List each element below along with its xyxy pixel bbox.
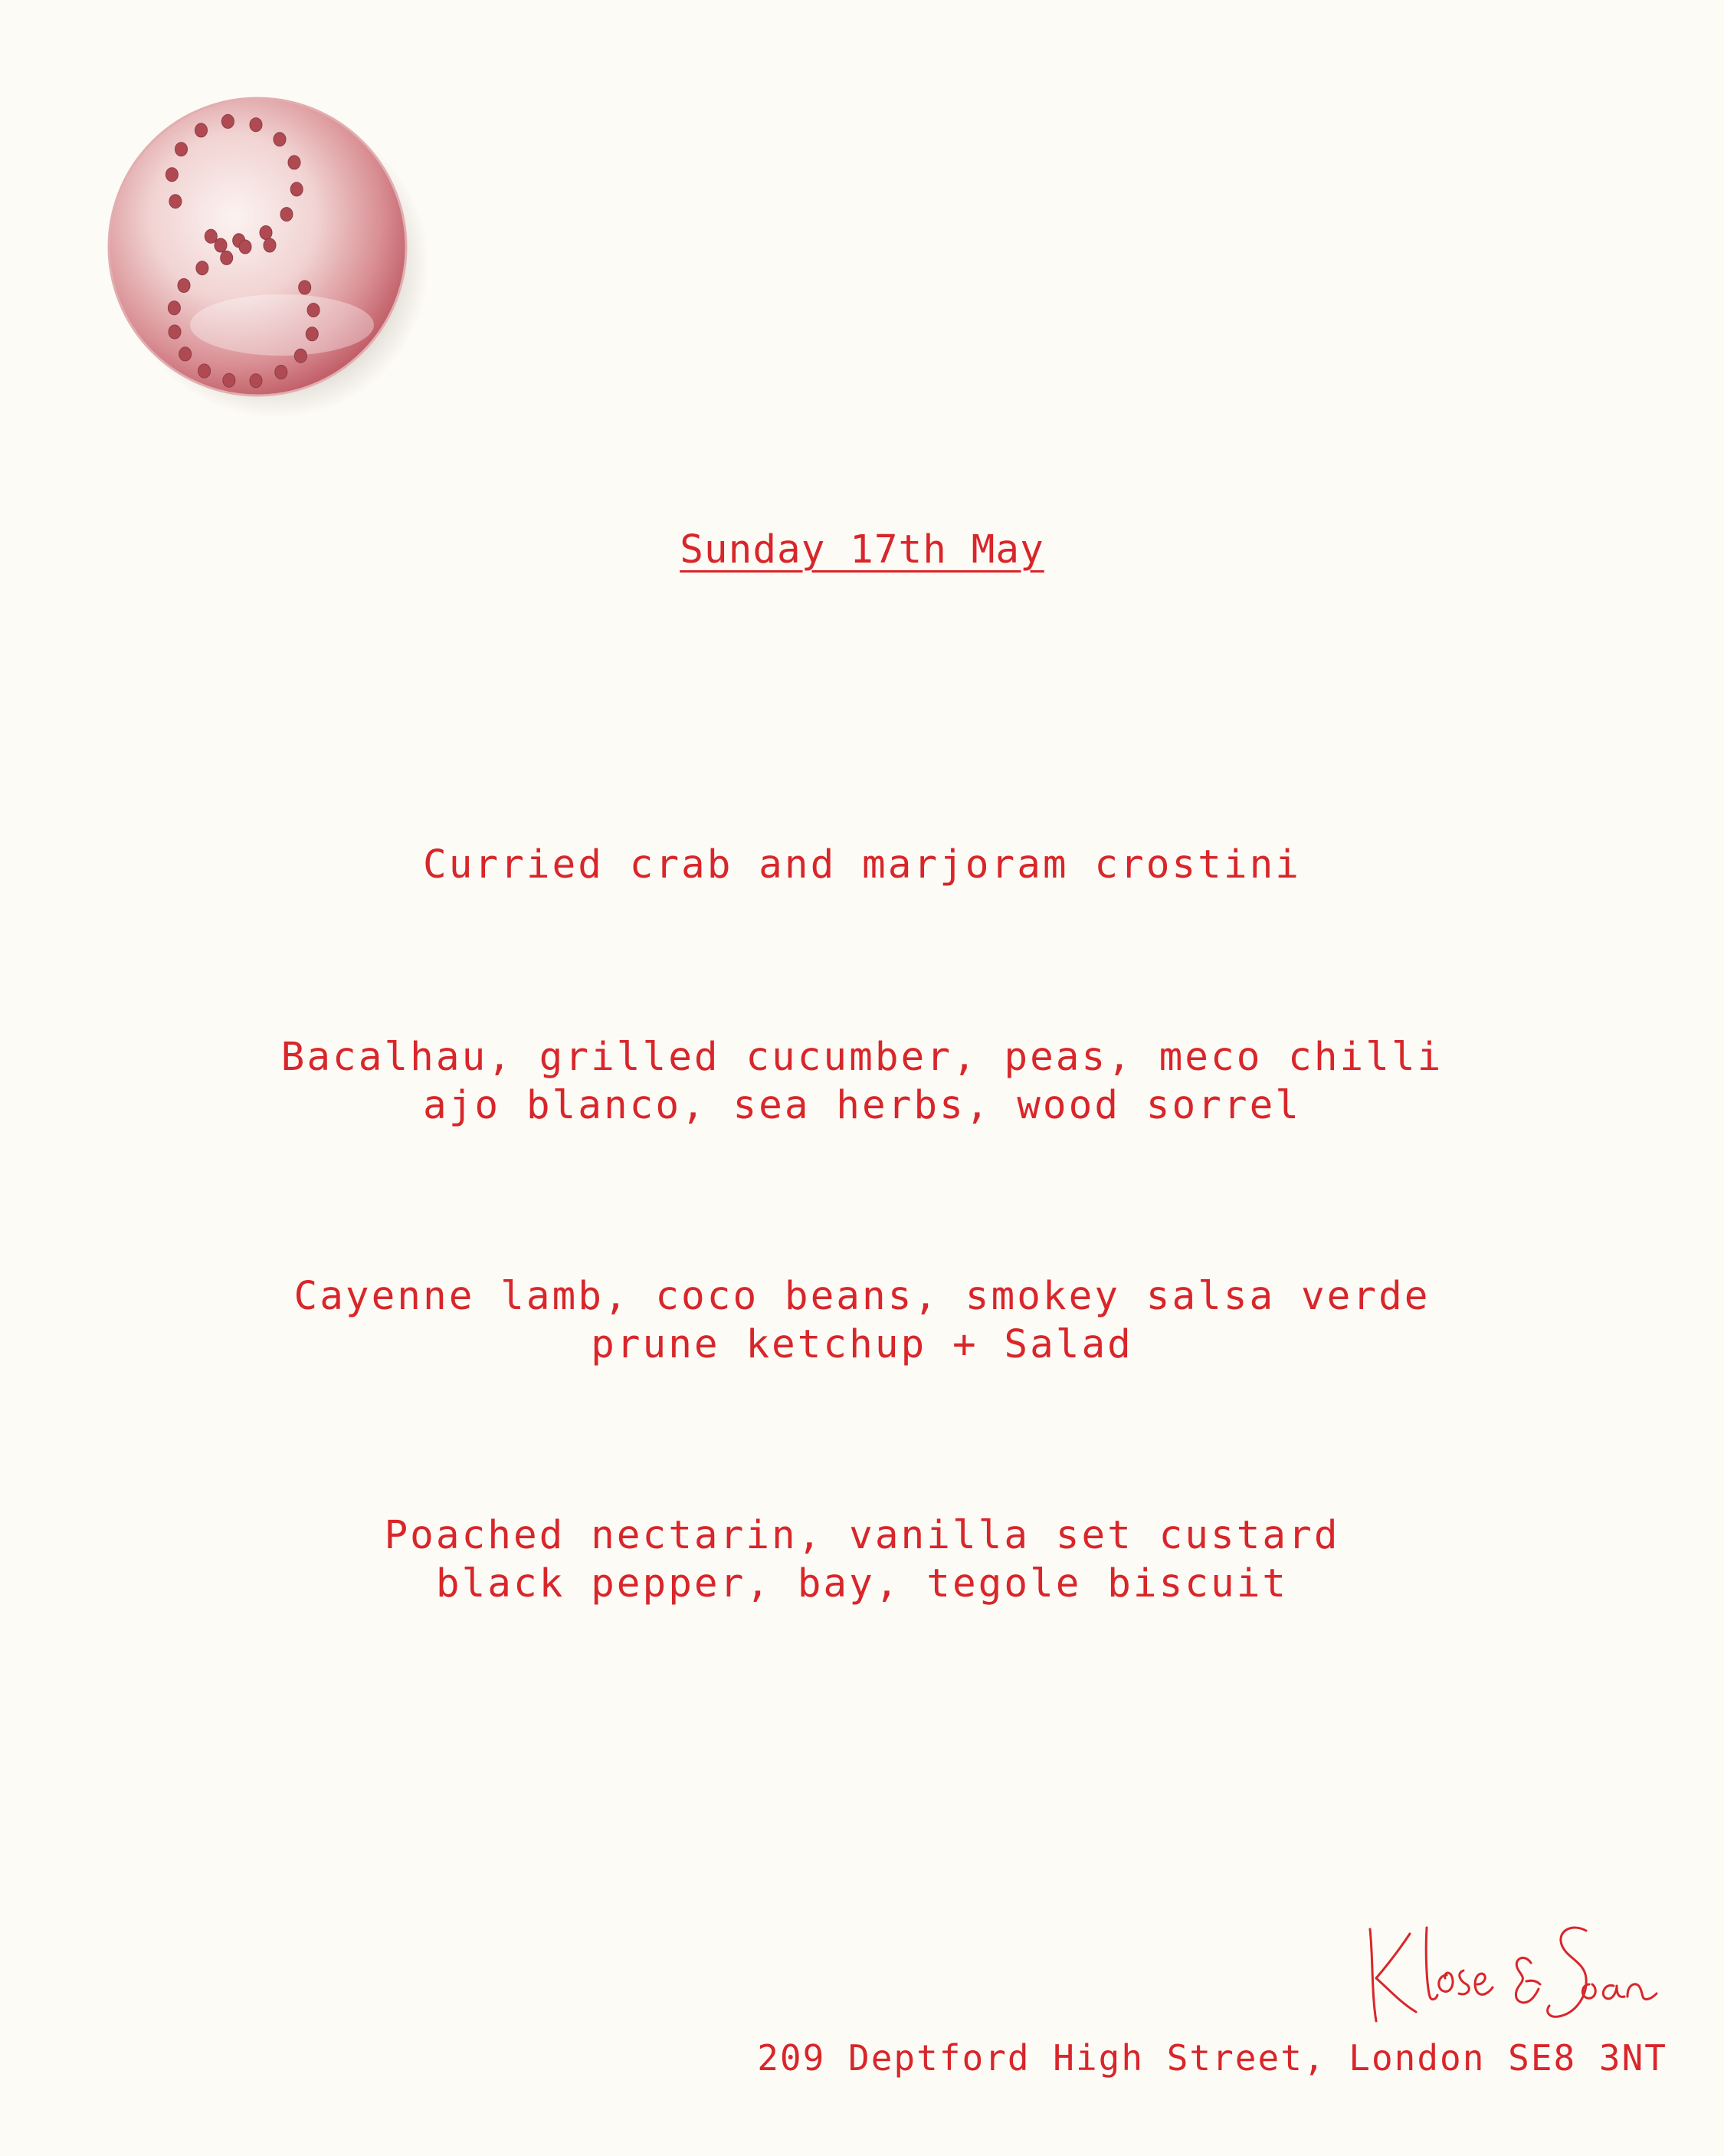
badge-hole: [306, 327, 318, 341]
course-3-line-2: prune ketchup + Salad: [591, 1322, 1133, 1367]
badge-hole: [178, 279, 190, 293]
badge-hole: [260, 226, 272, 240]
badge-hole: [169, 195, 182, 208]
badge-hole: [168, 301, 180, 315]
course-2-line-1: Bacalhau, grilled cucumber, peas, meco chilli: [280, 1035, 1444, 1080]
badge-hole: [166, 168, 178, 182]
badge-hole: [275, 366, 287, 379]
badge-hole: [221, 114, 234, 128]
badge-hole: [215, 238, 227, 252]
menu-date: Sunday 17th May: [680, 527, 1044, 573]
badge-hole: [290, 182, 303, 196]
badge-hole: [288, 156, 300, 169]
course-2-line-2: ajo blanco, sea herbs, wood sorrel: [423, 1083, 1301, 1128]
badge-hole: [294, 349, 306, 363]
signature-logo: [1356, 1920, 1663, 2035]
badge-hole: [239, 240, 251, 254]
badge-hole: [223, 373, 235, 387]
course-4-line-2: black pepper, bay, tegole biscuit: [435, 1561, 1289, 1606]
numeral-8-pin-badge-icon: [106, 95, 428, 417]
course-4-line-1: Poached nectarin, vanilla set custard: [384, 1513, 1340, 1558]
course-3-line-1: Cayenne lamb, coco beans, smokey salsa verde: [293, 1274, 1431, 1319]
course-1-line-1: Curried crab and marjoram crostini: [423, 842, 1301, 888]
course-4: [0, 1511, 1724, 1608]
badge-hole: [169, 325, 181, 339]
badge-hole: [250, 374, 262, 388]
badge-hole: [274, 133, 286, 146]
badge-hole: [264, 238, 276, 252]
restaurant-address: 209 Deptford High Street, London SE8 3NT: [757, 2037, 1667, 2079]
course-3: [0, 1272, 1724, 1369]
badge-hole: [196, 261, 208, 275]
badge-hole: [250, 118, 262, 132]
badge-hole: [195, 123, 208, 137]
badge-hole: [280, 208, 293, 222]
badge-hole: [198, 364, 211, 378]
badge-hole: [307, 304, 320, 317]
course-1: [0, 841, 1724, 889]
badge-hole: [175, 143, 188, 156]
badge-hole: [221, 251, 233, 264]
badge-hole: [299, 281, 311, 294]
badge-hole: [205, 229, 217, 243]
course-2: [0, 1033, 1724, 1130]
badge-hole: [179, 347, 192, 361]
